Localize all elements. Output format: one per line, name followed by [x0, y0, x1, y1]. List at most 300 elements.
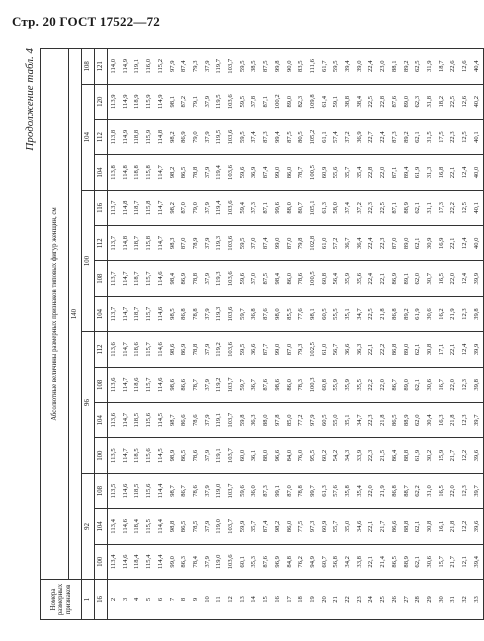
table-cell: 88,8 [401, 438, 413, 473]
table-cell: 88,0 [260, 403, 272, 438]
table-cell: 115,6 [143, 473, 155, 508]
table-cell: 21,8 [447, 403, 459, 438]
table-cell: 36,3 [354, 332, 366, 367]
table-cell: 36,8 [248, 296, 260, 331]
table-cell: 22,4 [365, 49, 377, 85]
table-cell: 40,1 [471, 190, 483, 225]
table-cell: 40,0 [471, 226, 483, 261]
table-cell: 22,4 [377, 119, 389, 154]
data-table [40, 48, 484, 620]
table-cell: 118,8 [131, 119, 143, 154]
table-cell: 77,2 [295, 403, 307, 438]
table-cell: 113,6 [108, 367, 120, 402]
table-row [131, 49, 143, 620]
table-cell: 62,5 [412, 49, 424, 85]
row-number: 6 [155, 580, 167, 620]
table-cell: 87,1 [389, 155, 401, 190]
table-cell: 78,6 [295, 261, 307, 296]
table-cell: 99,0 [272, 155, 284, 190]
table-cell: 22,3 [447, 119, 459, 154]
table-cell: 22,2 [377, 332, 389, 367]
table-cell: 39,4 [342, 49, 354, 85]
table-cell: 78,6 [190, 473, 202, 508]
table-cell: 119,3 [213, 296, 225, 331]
table-cell: 98,2 [167, 119, 179, 154]
row-number: 22 [342, 580, 354, 620]
table-cell: 114,7 [120, 403, 132, 438]
rotated-table-area [24, 48, 480, 620]
table-cell: 119,4 [213, 190, 225, 225]
group-header-height: 140 [69, 49, 82, 580]
table-cell: 22,0 [377, 155, 389, 190]
table-cell: 21,4 [377, 544, 389, 579]
row-number: 15 [260, 580, 272, 620]
table-cell: 35,9 [342, 367, 354, 402]
table-cell: 31,5 [424, 119, 436, 154]
table-cell: 98,0 [272, 296, 284, 331]
table-cell: 103,6 [225, 261, 237, 296]
table-cell: 62,1 [412, 190, 424, 225]
table-cell: 34,7 [354, 296, 366, 331]
table-cell: 36,9 [248, 155, 260, 190]
table-cell: 22,3 [377, 226, 389, 261]
table-cell: 31,3 [424, 155, 436, 190]
table-cell: 103,6 [225, 544, 237, 579]
table-cell: 16,5 [436, 473, 448, 508]
table-cell: 113,4 [108, 509, 120, 544]
table-row [295, 49, 307, 620]
table-cell: 103,7 [225, 49, 237, 85]
table-cell: 80,5 [295, 119, 307, 154]
table-cell: 119,1 [213, 403, 225, 438]
table-cell: 37,4 [248, 119, 260, 154]
table-cell: 97,8 [272, 403, 284, 438]
table-row [412, 49, 424, 620]
table-cell: 114,6 [120, 473, 132, 508]
column-header: 108 [95, 473, 108, 508]
table-cell: 59,5 [237, 84, 249, 119]
table-cell: 98,7 [167, 473, 179, 508]
table-cell: 118,7 [131, 226, 143, 261]
row-number: 8 [178, 580, 190, 620]
table-cell: 87,2 [178, 84, 190, 119]
table-cell: 22,4 [365, 261, 377, 296]
table-row [143, 49, 155, 620]
table-cell: 118,7 [131, 296, 143, 331]
table-cell: 16,9 [436, 226, 448, 261]
table-cell: 60,8 [319, 367, 331, 402]
table-row [178, 49, 190, 620]
table-cell: 87,7 [260, 332, 272, 367]
table-row [213, 49, 225, 620]
table-cell: 118,5 [131, 403, 143, 438]
table-cell: 12,5 [459, 119, 471, 154]
table-cell: 16,3 [436, 403, 448, 438]
column-header: 112 [95, 226, 108, 261]
table-cell: 36,1 [248, 438, 260, 473]
table-cell: 118,5 [131, 473, 143, 508]
table-cell: 57,6 [330, 473, 342, 508]
table-cell: 114,9 [120, 84, 132, 119]
table-cell: 85,0 [284, 403, 296, 438]
column-header: 121 [95, 49, 108, 85]
row-number: 14 [248, 580, 260, 620]
table-cell: 95,5 [307, 438, 319, 473]
table-cell: 89,0 [401, 84, 413, 119]
table-cell: 12,3 [459, 473, 471, 508]
table-cell: 39,0 [354, 49, 366, 85]
table-cell: 114,8 [155, 119, 167, 154]
table-cell: 88,1 [389, 49, 401, 85]
table-cell: 87,0 [178, 190, 190, 225]
table-cell: 88,9 [401, 403, 413, 438]
table-cell: 119,1 [213, 438, 225, 473]
table-cell: 56,8 [330, 544, 342, 579]
table-cell: 113,7 [108, 261, 120, 296]
table-cell: 38,8 [342, 84, 354, 119]
column-header: 100 [95, 544, 108, 579]
table-cell: 115,2 [155, 49, 167, 85]
table-cell: 89,1 [401, 261, 413, 296]
table-cell: 22,3 [365, 190, 377, 225]
table-row [436, 49, 448, 620]
table-cell: 55,5 [330, 296, 342, 331]
size-index-label: 16 [95, 580, 108, 620]
table-cell: 59,5 [237, 332, 249, 367]
table-cell: 78,5 [190, 509, 202, 544]
table-cell: 21,5 [377, 438, 389, 473]
table-cell: 61,9 [412, 296, 424, 331]
table-cell: 118,7 [131, 190, 143, 225]
table-cell: 89,0 [401, 367, 413, 402]
table-cell: 85,5 [284, 296, 296, 331]
row-number: 11 [213, 580, 225, 620]
table-cell: 31,8 [424, 84, 436, 119]
table-cell: 78,6 [190, 438, 202, 473]
table-cell: 86,9 [178, 261, 190, 296]
table-cell: 37,9 [202, 119, 214, 154]
row-number: 25 [377, 580, 389, 620]
table-cell: 98,7 [167, 403, 179, 438]
table-cell: 61,4 [319, 84, 331, 119]
table-cell: 37,9 [202, 332, 214, 367]
table-cell: 119,0 [213, 509, 225, 544]
group-sub-108: 108 [82, 49, 95, 85]
group-sub-104: 104 [82, 84, 95, 190]
table-row [260, 49, 272, 620]
table-cell: 83,5 [295, 49, 307, 85]
column-header: 108 [95, 261, 108, 296]
table-cell: 22,5 [447, 84, 459, 119]
table-cell: 59,1 [330, 84, 342, 119]
table-cell: 87,5 [260, 49, 272, 85]
table-cell: 35,1 [342, 403, 354, 438]
table-cell: 58,0 [330, 190, 342, 225]
row-number: 31 [447, 580, 459, 620]
table-cell: 37,2 [342, 119, 354, 154]
row-number: 3 [120, 580, 132, 620]
table-cell: 114,7 [120, 296, 132, 331]
table-cell: 60,9 [319, 155, 331, 190]
table-cell: 88,0 [284, 190, 296, 225]
table-cell: 12,4 [459, 155, 471, 190]
table-cell: 36,3 [248, 403, 260, 438]
table-cell: 86,7 [178, 473, 190, 508]
column-header: 112 [95, 119, 108, 154]
row-number: 2 [108, 580, 120, 620]
table-cell: 22,2 [447, 190, 459, 225]
table-cell: 31,1 [424, 190, 436, 225]
table-cell: 22,1 [447, 155, 459, 190]
table-cell: 37,9 [202, 190, 214, 225]
table-cell: 114,7 [120, 332, 132, 367]
table-row [248, 49, 260, 620]
row-number: 27 [401, 580, 413, 620]
table-cell: 88,8 [401, 509, 413, 544]
table-cell: 60,2 [319, 438, 331, 473]
table-cell: 36,6 [248, 332, 260, 367]
table-cell: 98,6 [167, 367, 179, 402]
table-cell: 22,3 [365, 403, 377, 438]
table-cell: 60,5 [319, 403, 331, 438]
table-cell: 109,8 [307, 84, 319, 119]
row-number: 32 [459, 580, 471, 620]
table-cell: 62,0 [412, 261, 424, 296]
table-cell: 86,0 [284, 367, 296, 402]
table-cell: 22,1 [447, 332, 459, 367]
table-cell: 12,3 [459, 296, 471, 331]
table-cell: 12,4 [459, 332, 471, 367]
table-cell: 35,6 [354, 261, 366, 296]
table-cell: 12,2 [459, 438, 471, 473]
table-cell: 86,8 [389, 296, 401, 331]
table-row [330, 49, 342, 620]
group-sub-92: 92 [82, 473, 95, 579]
table-cell: 113,8 [108, 155, 120, 190]
table-cell: 59,6 [237, 473, 249, 508]
table-cell: 119,5 [213, 84, 225, 119]
table-cell: 87,4 [260, 155, 272, 190]
table-cell: 78,8 [295, 473, 307, 508]
table-cell: 89,0 [284, 84, 296, 119]
table-cell: 56,4 [330, 261, 342, 296]
table-row [447, 49, 459, 620]
table-cell: 39,4 [471, 544, 483, 579]
table-row [319, 49, 331, 620]
table-cell: 114,0 [108, 49, 120, 85]
table-row [401, 49, 413, 620]
table-cell: 98,5 [167, 296, 179, 331]
table-cell: 118,4 [131, 544, 143, 579]
table-cell: 114,9 [120, 119, 132, 154]
table-cell: 35,0 [342, 509, 354, 544]
table-cell: 22,0 [377, 367, 389, 402]
table-cell: 56,7 [330, 332, 342, 367]
table-cell: 37,0 [248, 226, 260, 261]
row-number: 5 [143, 580, 155, 620]
table-cell: 86,6 [178, 367, 190, 402]
table-cell: 31,0 [424, 473, 436, 508]
table-cell: 113,6 [108, 403, 120, 438]
row-number: 30 [436, 580, 448, 620]
table-cell: 21,8 [377, 296, 389, 331]
table-cell: 119,4 [213, 155, 225, 190]
row-number: 26 [389, 580, 401, 620]
table-cell: 114,4 [155, 473, 167, 508]
table-cell: 89,0 [401, 226, 413, 261]
table-cell: 78,9 [190, 226, 202, 261]
table-cell: 35,4 [354, 473, 366, 508]
table-cell: 118,5 [131, 438, 143, 473]
table-cell: 115,6 [143, 438, 155, 473]
table-cell: 17,1 [436, 332, 448, 367]
table-cell: 98,1 [167, 84, 179, 119]
row-header: Номера размерных признаков [41, 580, 82, 620]
table-cell: 119,7 [213, 49, 225, 85]
table-cell: 89,0 [401, 332, 413, 367]
group-sub-100: 100 [82, 190, 95, 332]
table-cell: 114,7 [120, 438, 132, 473]
table-row [389, 49, 401, 620]
table-cell: 33,9 [354, 438, 366, 473]
table-cell: 99,4 [272, 119, 284, 154]
page-header: Стр. 20 ГОСТ 17522—72 [12, 14, 160, 29]
row-number: 12 [225, 580, 237, 620]
table-cell: 97,3 [307, 509, 319, 544]
table-cell: 87,0 [284, 226, 296, 261]
table-cell: 79,3 [190, 49, 202, 85]
row-number: 7 [167, 580, 179, 620]
table-cell: 34,2 [342, 544, 354, 579]
table-cell: 35,7 [248, 509, 260, 544]
table-cell: 37,9 [202, 403, 214, 438]
table-cell: 22,3 [365, 438, 377, 473]
table-cell: 113,8 [108, 119, 120, 154]
table-cell: 38,4 [354, 84, 366, 119]
row-number: 13 [237, 580, 249, 620]
row-number: 10 [202, 580, 214, 620]
table-cell: 87,6 [260, 296, 272, 331]
group-label: 1 [82, 580, 95, 620]
table-cell: 114,7 [120, 367, 132, 402]
table-cell: 103,6 [225, 155, 237, 190]
table-cell: 23,0 [377, 49, 389, 85]
table-row [459, 49, 471, 620]
table-cell: 22,5 [377, 190, 389, 225]
table-cell: 34,7 [354, 403, 366, 438]
table-row [342, 49, 354, 620]
table-cell: 78,8 [190, 296, 202, 331]
table-cell: 61,1 [319, 119, 331, 154]
table-cell: 22,2 [365, 367, 377, 402]
table-cell: 99,8 [272, 49, 284, 85]
table-cell: 98,2 [167, 190, 179, 225]
table-cell: 12,1 [459, 544, 471, 579]
table-cell: 87,5 [284, 119, 296, 154]
table-cell: 88,9 [401, 190, 413, 225]
group-sub-96: 96 [82, 332, 95, 474]
table-cell: 114,5 [155, 438, 167, 473]
table-row [225, 49, 237, 620]
table-cell: 35,1 [342, 296, 354, 331]
table-cell: 55,7 [330, 509, 342, 544]
table-cell: 31,9 [424, 49, 436, 85]
row-number: 21 [330, 580, 342, 620]
table-cell: 35,5 [354, 367, 366, 402]
table-cell: 62,1 [412, 119, 424, 154]
table-cell: 77,5 [295, 509, 307, 544]
table-cell: 59,7 [237, 296, 249, 331]
table-row [190, 49, 202, 620]
table-cell: 115,7 [143, 261, 155, 296]
table-cell: 16,2 [436, 296, 448, 331]
table-cell: 61,9 [412, 155, 424, 190]
table-cell: 59,5 [237, 119, 249, 154]
column-header: 120 [95, 84, 108, 119]
table-cell: 118,8 [131, 155, 143, 190]
table-cell: 62,1 [412, 544, 424, 579]
table-cell: 61,0 [319, 332, 331, 367]
table-cell: 116,0 [143, 49, 155, 85]
table-cell: 76,2 [295, 544, 307, 579]
table-cell: 100,2 [272, 84, 284, 119]
table-cell: 103,7 [225, 403, 237, 438]
table-cell: 118,9 [131, 84, 143, 119]
table-cell: 40,2 [471, 84, 483, 119]
table-cell: 30,6 [424, 296, 436, 331]
table-cell: 86,7 [389, 367, 401, 402]
table-cell: 37,4 [342, 190, 354, 225]
table-cell: 36,0 [248, 473, 260, 508]
table-cell: 21,9 [447, 296, 459, 331]
table-cell: 86,5 [389, 403, 401, 438]
table-cell: 86,5 [178, 509, 190, 544]
column-header: 100 [95, 438, 108, 473]
table-cell: 114,7 [155, 190, 167, 225]
table-cell: 30,4 [424, 403, 436, 438]
table-cell: 36,6 [342, 332, 354, 367]
table-cell: 80,7 [295, 190, 307, 225]
table-cell: 39,8 [471, 296, 483, 331]
table-cell: 99,1 [272, 473, 284, 508]
table-cell: 30,8 [424, 332, 436, 367]
table-cell: 114,9 [120, 49, 132, 85]
table-cell: 86,8 [178, 296, 190, 331]
table-row [307, 49, 319, 620]
table-cell: 33,8 [354, 544, 366, 579]
table-cell: 38,5 [248, 49, 260, 85]
table-cell: 115,6 [143, 403, 155, 438]
table-cell: 12,3 [459, 403, 471, 438]
table-cell: 119,3 [213, 261, 225, 296]
table-cell: 114,6 [155, 332, 167, 367]
table-cell: 118,6 [131, 332, 143, 367]
row-number: 18 [295, 580, 307, 620]
table-cell: 90,0 [284, 49, 296, 85]
table-row [237, 49, 249, 620]
table-cell: 114,8 [120, 226, 132, 261]
table-cell: 61,3 [319, 190, 331, 225]
table-cell: 40,0 [471, 155, 483, 190]
table-cell: 78,3 [295, 367, 307, 402]
table-cell: 86,0 [284, 509, 296, 544]
table-cell: 61,3 [319, 473, 331, 508]
column-header: 116 [95, 190, 108, 225]
table-cell: 22,1 [365, 509, 377, 544]
table-cell: 87,6 [260, 544, 272, 579]
table-cell: 37,9 [202, 367, 214, 402]
table-cell: 103,6 [225, 84, 237, 119]
